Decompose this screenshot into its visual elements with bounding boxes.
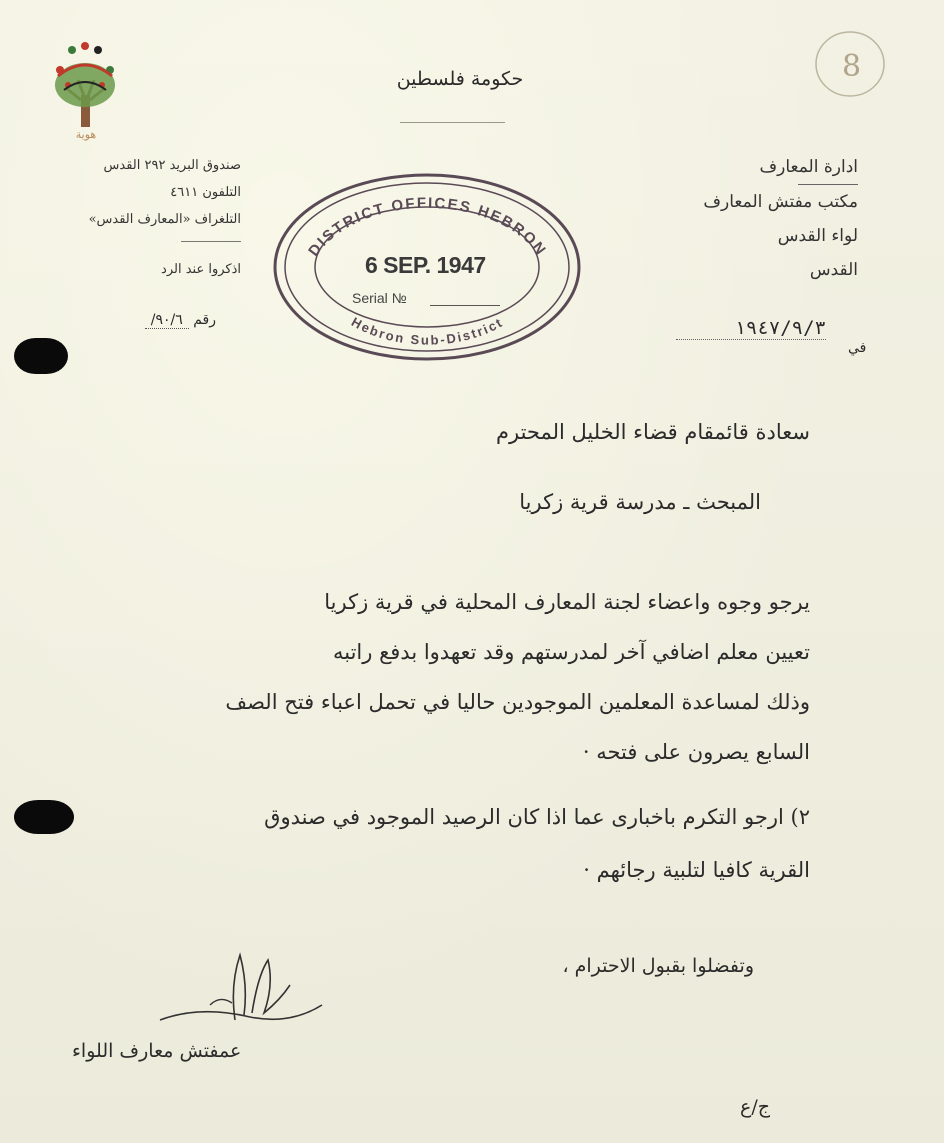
district-name: لواء القدس: [777, 226, 858, 246]
telegraph: التلغراف «المعارف القدس»: [88, 212, 241, 227]
body-line-4: السابع يصرون على فتحه ·: [582, 740, 810, 764]
po-box: صندوق البريد ٢٩٢ القدس: [103, 158, 241, 173]
footer-code: ج/ع: [740, 1096, 771, 1118]
redaction-mark-top: [14, 338, 68, 374]
page-number-text: 8: [842, 49, 862, 84]
department-name: ادارة المعارف: [759, 157, 858, 177]
handwritten-signature: [140, 945, 330, 1045]
stamp-serial-label: Serial №: [352, 290, 407, 306]
signer-title: عمفتش معارف اللواء: [72, 1040, 242, 1062]
stamp-bottom-arc: Hebron Sub-District: [348, 314, 507, 348]
redaction-mark-middle: [14, 800, 74, 834]
government-title: حكومة فلسطين: [396, 68, 524, 90]
body-line-1: يرجو وجوه واعضاء لجنة المعارف المحلية في قرية زكريا: [324, 590, 810, 614]
stamp-date: 6 SEP. 1947: [365, 252, 486, 278]
department-block: [703, 150, 858, 287]
logo-caption: هوية: [75, 128, 97, 141]
reference-number: ٩٠/٦/: [145, 312, 189, 329]
contact-divider: [181, 241, 241, 242]
body-line-6: القرية كافيا لتلبية رجائهم ·: [583, 858, 810, 882]
title-divider: [400, 122, 505, 123]
date-prefix: في: [848, 340, 867, 356]
subject-line: المبحث ـ مدرسة قرية زكريا: [519, 490, 761, 514]
contact-block: [36, 152, 241, 283]
reference-label: رقم: [193, 312, 216, 328]
office-name: مكتب مفتش المعارف: [703, 192, 858, 212]
city-name: القدس: [809, 260, 858, 280]
letter-date: ١٩٤٧/٩/٣: [676, 317, 826, 340]
body-line-3: وذلك لمساعدة المعلمين الموجودين حاليا في تحمل اعباء فتح الصف: [225, 690, 810, 714]
telephone: التلفون ٤٦١١: [170, 185, 241, 200]
reply-note: اذكروا عند الرد: [161, 262, 241, 277]
body-line-2: تعيين معلم اضافي آخر لمدرستهم وقد تعهدوا بدفع راتبه: [332, 640, 810, 664]
salutation: سعادة قائمقام قضاء الخليل المحترم: [496, 420, 810, 444]
stamp-top-arc: DISTRICT OFFICES HEBRON: [305, 194, 550, 260]
svg-text:DISTRICT OFFICES HEBRON: [305, 195, 550, 260]
closing-line: وتفضلوا بقبول الاحترام ،: [562, 955, 754, 977]
stamp-serial-line: [430, 305, 500, 306]
body-line-5: ٢) ارجو التكرم باخبارى عما اذا كان الرصيد الموجود في صندوق: [264, 805, 810, 829]
page-number-mark: [808, 22, 888, 102]
reference-line: [66, 312, 216, 328]
